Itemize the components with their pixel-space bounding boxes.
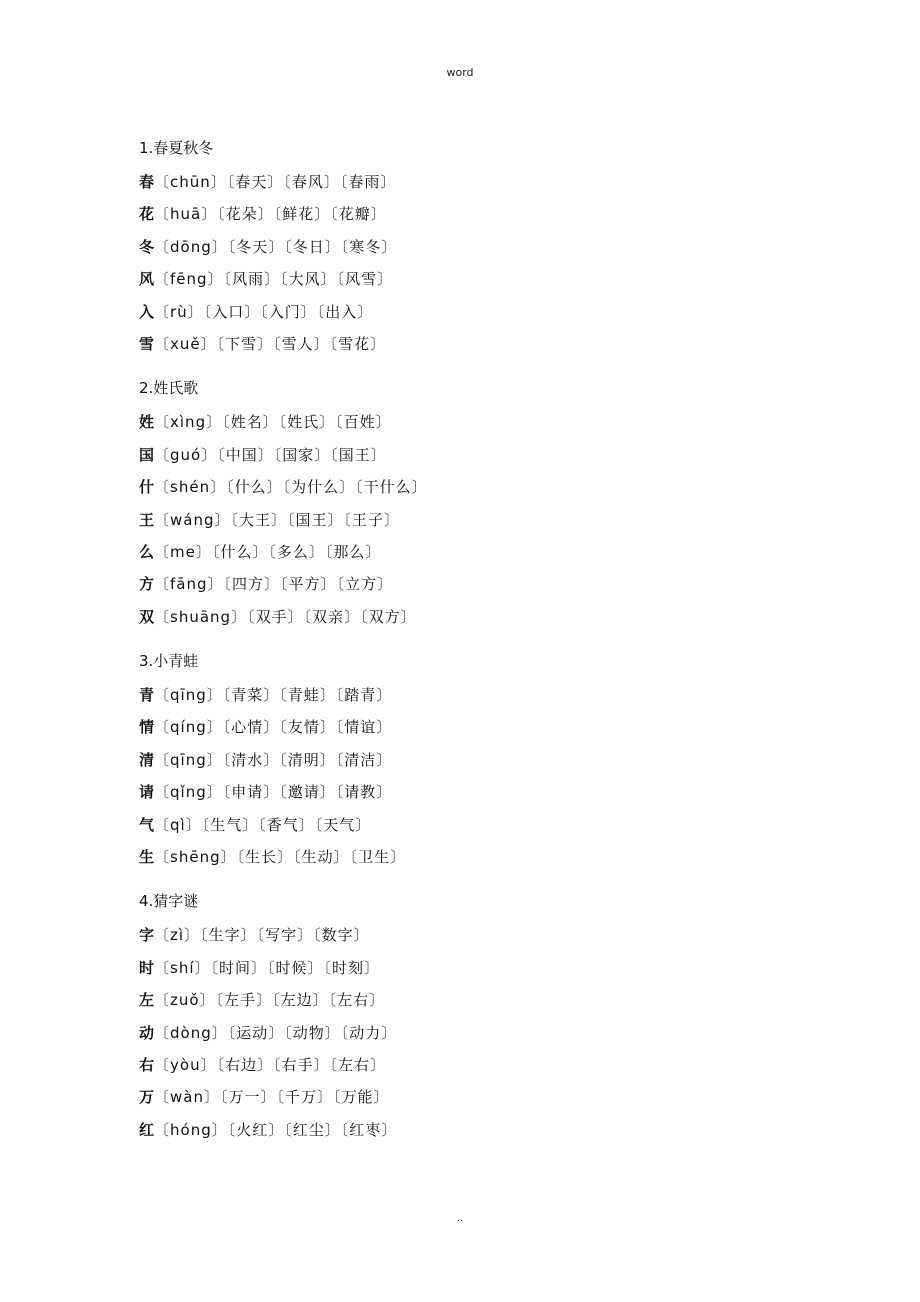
example-word: 〔国家〕 — [273, 445, 331, 464]
example-word: 〔千万〕 — [276, 1088, 334, 1107]
example-word: 〔王子〕 — [343, 510, 401, 529]
character: 清 — [139, 750, 155, 769]
lesson-section — [139, 647, 819, 873]
example-word: 〔多么〕 — [268, 542, 325, 561]
example-word: 〔姓氏〕 — [278, 413, 336, 432]
character-row — [139, 504, 819, 536]
example-word: 〔申请〕 — [222, 783, 280, 802]
example-word: 〔生字〕 — [200, 926, 257, 945]
character: 雪 — [139, 334, 155, 353]
character-row — [139, 809, 819, 841]
example-word: 〔姓名〕 — [222, 413, 279, 432]
character: 冬 — [139, 237, 155, 256]
example-word: 〔万一〕 — [219, 1088, 277, 1107]
example-word: 〔青蛙〕 — [279, 686, 336, 705]
example-word: 〔风雪〕 — [336, 270, 394, 289]
example-word: 〔动力〕 — [340, 1023, 398, 1042]
pinyin: 〔qíng〕 — [154, 718, 223, 737]
character: 青 — [139, 686, 155, 705]
example-word: 〔运动〕 — [227, 1023, 285, 1042]
example-word: 〔心情〕 — [222, 718, 280, 737]
example-word: 〔入门〕 — [260, 302, 317, 321]
character: 花 — [139, 205, 155, 224]
example-word: 〔卫生〕 — [349, 848, 407, 867]
pinyin: 〔xuě〕 — [154, 334, 217, 353]
example-word: 〔那么〕 — [324, 542, 382, 561]
example-word: 〔红尘〕 — [284, 1120, 341, 1139]
example-word: 〔清水〕 — [222, 750, 280, 769]
example-word: 〔生动〕 — [293, 848, 350, 867]
pinyin: 〔chūn〕 — [154, 173, 227, 191]
example-word: 〔雪花〕 — [329, 334, 387, 353]
pinyin: 〔huā〕 — [154, 205, 218, 224]
character: 姓 — [139, 413, 155, 432]
example-word: 〔寒冬〕 — [340, 237, 398, 256]
example-word: 〔鲜花〕 — [273, 205, 331, 224]
pinyin: 〔shēng〕 — [154, 848, 237, 867]
character: 气 — [139, 815, 155, 834]
pinyin: 〔qīng〕 — [154, 686, 223, 705]
example-word: 〔干什么〕 — [355, 478, 428, 497]
section-title: 3.小青蛙 — [139, 652, 199, 671]
example-word: 〔出入〕 — [316, 302, 374, 321]
example-word: 〔双方〕 — [360, 607, 417, 626]
character: 动 — [139, 1023, 155, 1042]
example-word: 〔左手〕 — [215, 991, 273, 1010]
character: 左 — [139, 991, 155, 1010]
example-word: 〔立方〕 — [336, 575, 394, 594]
character-row — [139, 568, 819, 600]
example-word: 〔天气〕 — [314, 815, 372, 834]
character: 时 — [139, 958, 155, 977]
character: 红 — [139, 1120, 155, 1139]
pinyin: 〔zì〕 — [154, 926, 201, 945]
character-row — [139, 296, 819, 328]
character-row — [139, 679, 819, 711]
example-word: 〔邀请〕 — [279, 783, 336, 802]
example-word: 〔下雪〕 — [216, 334, 274, 353]
example-word: 〔生长〕 — [236, 848, 294, 867]
example-word: 〔红枣〕 — [340, 1120, 398, 1139]
vocabulary-list — [139, 134, 819, 1160]
example-word: 〔友情〕 — [279, 718, 336, 737]
example-word: 〔什么〕 — [226, 478, 283, 497]
character: 入 — [139, 302, 155, 321]
section-title: 2.姓氏歌 — [139, 379, 199, 398]
example-word: 〔春雨〕 — [339, 173, 397, 191]
character: 双 — [139, 607, 155, 626]
character: 生 — [139, 848, 155, 867]
pinyin: 〔qǐng〕 — [154, 783, 223, 802]
example-word: 〔春天〕 — [226, 173, 284, 191]
pinyin: 〔wàn〕 — [154, 1088, 220, 1107]
character-row — [139, 198, 819, 230]
pinyin: 〔yòu〕 — [154, 1055, 217, 1074]
pinyin: 〔zuǒ〕 — [154, 991, 216, 1010]
example-word: 〔右手〕 — [273, 1055, 330, 1074]
character-row — [139, 919, 819, 951]
character-row — [139, 328, 819, 360]
example-word: 〔左右〕 — [328, 991, 386, 1010]
character-row — [139, 711, 819, 743]
pinyin: 〔me〕 — [154, 542, 212, 561]
character: 国 — [139, 445, 155, 464]
character-row — [139, 1081, 819, 1113]
example-word: 〔香气〕 — [258, 815, 315, 834]
example-word: 〔什么〕 — [211, 542, 269, 561]
pinyin: 〔xìng〕 — [154, 413, 223, 432]
pinyin: 〔guó〕 — [154, 445, 218, 464]
example-word: 〔平方〕 — [280, 575, 337, 594]
character: 右 — [139, 1055, 155, 1074]
example-word: 〔中国〕 — [217, 445, 274, 464]
pinyin: 〔shí〕 — [154, 958, 211, 977]
pinyin: 〔fāng〕 — [154, 575, 224, 594]
example-word: 〔冬天〕 — [227, 237, 285, 256]
example-word: 〔生气〕 — [201, 815, 259, 834]
character-row — [139, 952, 819, 984]
character-row — [139, 601, 819, 633]
character-row — [139, 536, 819, 568]
page-footer: .. — [456, 1213, 464, 1224]
character: 请 — [139, 783, 155, 802]
example-word: 〔国王〕 — [287, 510, 344, 529]
character: 什 — [139, 478, 155, 497]
example-word: 〔入口〕 — [203, 302, 261, 321]
example-word: 〔火红〕 — [227, 1120, 285, 1139]
example-word: 〔国王〕 — [330, 445, 387, 464]
pinyin: 〔dòng〕 — [154, 1023, 228, 1042]
example-word: 〔为什么〕 — [282, 478, 356, 497]
example-word: 〔花瓣〕 — [330, 205, 387, 224]
example-word: 〔冬日〕 — [284, 237, 341, 256]
example-word: 〔双亲〕 — [303, 607, 361, 626]
example-word: 〔百姓〕 — [335, 413, 392, 432]
example-word: 〔万能〕 — [333, 1088, 390, 1107]
character: 情 — [139, 718, 155, 737]
section-title: 1.春夏秋冬 — [139, 139, 214, 157]
example-word: 〔春风〕 — [283, 173, 340, 191]
example-word: 〔请教〕 — [335, 783, 393, 802]
example-word: 〔大风〕 — [280, 270, 337, 289]
example-word: 〔青菜〕 — [222, 686, 280, 705]
example-word: 〔写字〕 — [256, 926, 314, 945]
example-word: 〔踏青〕 — [335, 686, 393, 705]
example-word: 〔双手〕 — [247, 607, 304, 626]
character: 方 — [139, 575, 155, 594]
example-word: 〔时候〕 — [267, 958, 324, 977]
character-row — [139, 1114, 819, 1146]
character-row — [139, 231, 819, 263]
character-row — [139, 406, 819, 438]
character: 风 — [139, 270, 155, 289]
pinyin: 〔qīng〕 — [154, 750, 223, 769]
example-word: 〔情谊〕 — [335, 718, 393, 737]
character-row — [139, 984, 819, 1016]
character-row — [139, 744, 819, 776]
character-row — [139, 776, 819, 808]
lesson-section — [139, 374, 819, 633]
pinyin: 〔shén〕 — [154, 478, 227, 497]
character-row — [139, 263, 819, 295]
character: 字 — [139, 926, 155, 945]
pinyin: 〔fēng〕 — [154, 270, 224, 289]
example-word: 〔数字〕 — [313, 926, 370, 945]
example-word: 〔清洁〕 — [335, 750, 393, 769]
character-row — [139, 1017, 819, 1049]
example-word: 〔清明〕 — [279, 750, 336, 769]
character: 么 — [139, 542, 155, 561]
example-word: 〔四方〕 — [223, 575, 281, 594]
example-word: 〔大王〕 — [230, 510, 288, 529]
lesson-section — [139, 134, 819, 360]
example-word: 〔时刻〕 — [323, 958, 381, 977]
character-row — [139, 166, 819, 198]
character-row — [139, 841, 819, 873]
example-word: 〔花朵〕 — [217, 205, 274, 224]
character-row — [139, 471, 819, 503]
character-row — [139, 1049, 819, 1081]
character: 春 — [139, 173, 155, 191]
pinyin: 〔hóng〕 — [154, 1120, 228, 1139]
lesson-section — [139, 887, 819, 1146]
character-row — [139, 439, 819, 471]
page-header: word — [446, 66, 474, 79]
example-word: 〔左边〕 — [272, 991, 329, 1010]
pinyin: 〔wáng〕 — [154, 510, 231, 529]
character: 万 — [139, 1088, 155, 1107]
pinyin: 〔qì〕 — [154, 815, 202, 834]
section-title: 4.猜字谜 — [139, 892, 199, 911]
character: 王 — [139, 510, 155, 529]
pinyin: 〔shuāng〕 — [154, 607, 248, 626]
pinyin: 〔rù〕 — [154, 302, 204, 321]
example-word: 〔雪人〕 — [273, 334, 330, 353]
example-word: 〔时间〕 — [210, 958, 268, 977]
example-word: 〔风雨〕 — [223, 270, 281, 289]
pinyin: 〔dōng〕 — [154, 237, 228, 256]
example-word: 〔右边〕 — [216, 1055, 274, 1074]
example-word: 〔动物〕 — [284, 1023, 341, 1042]
example-word: 〔左右〕 — [329, 1055, 387, 1074]
